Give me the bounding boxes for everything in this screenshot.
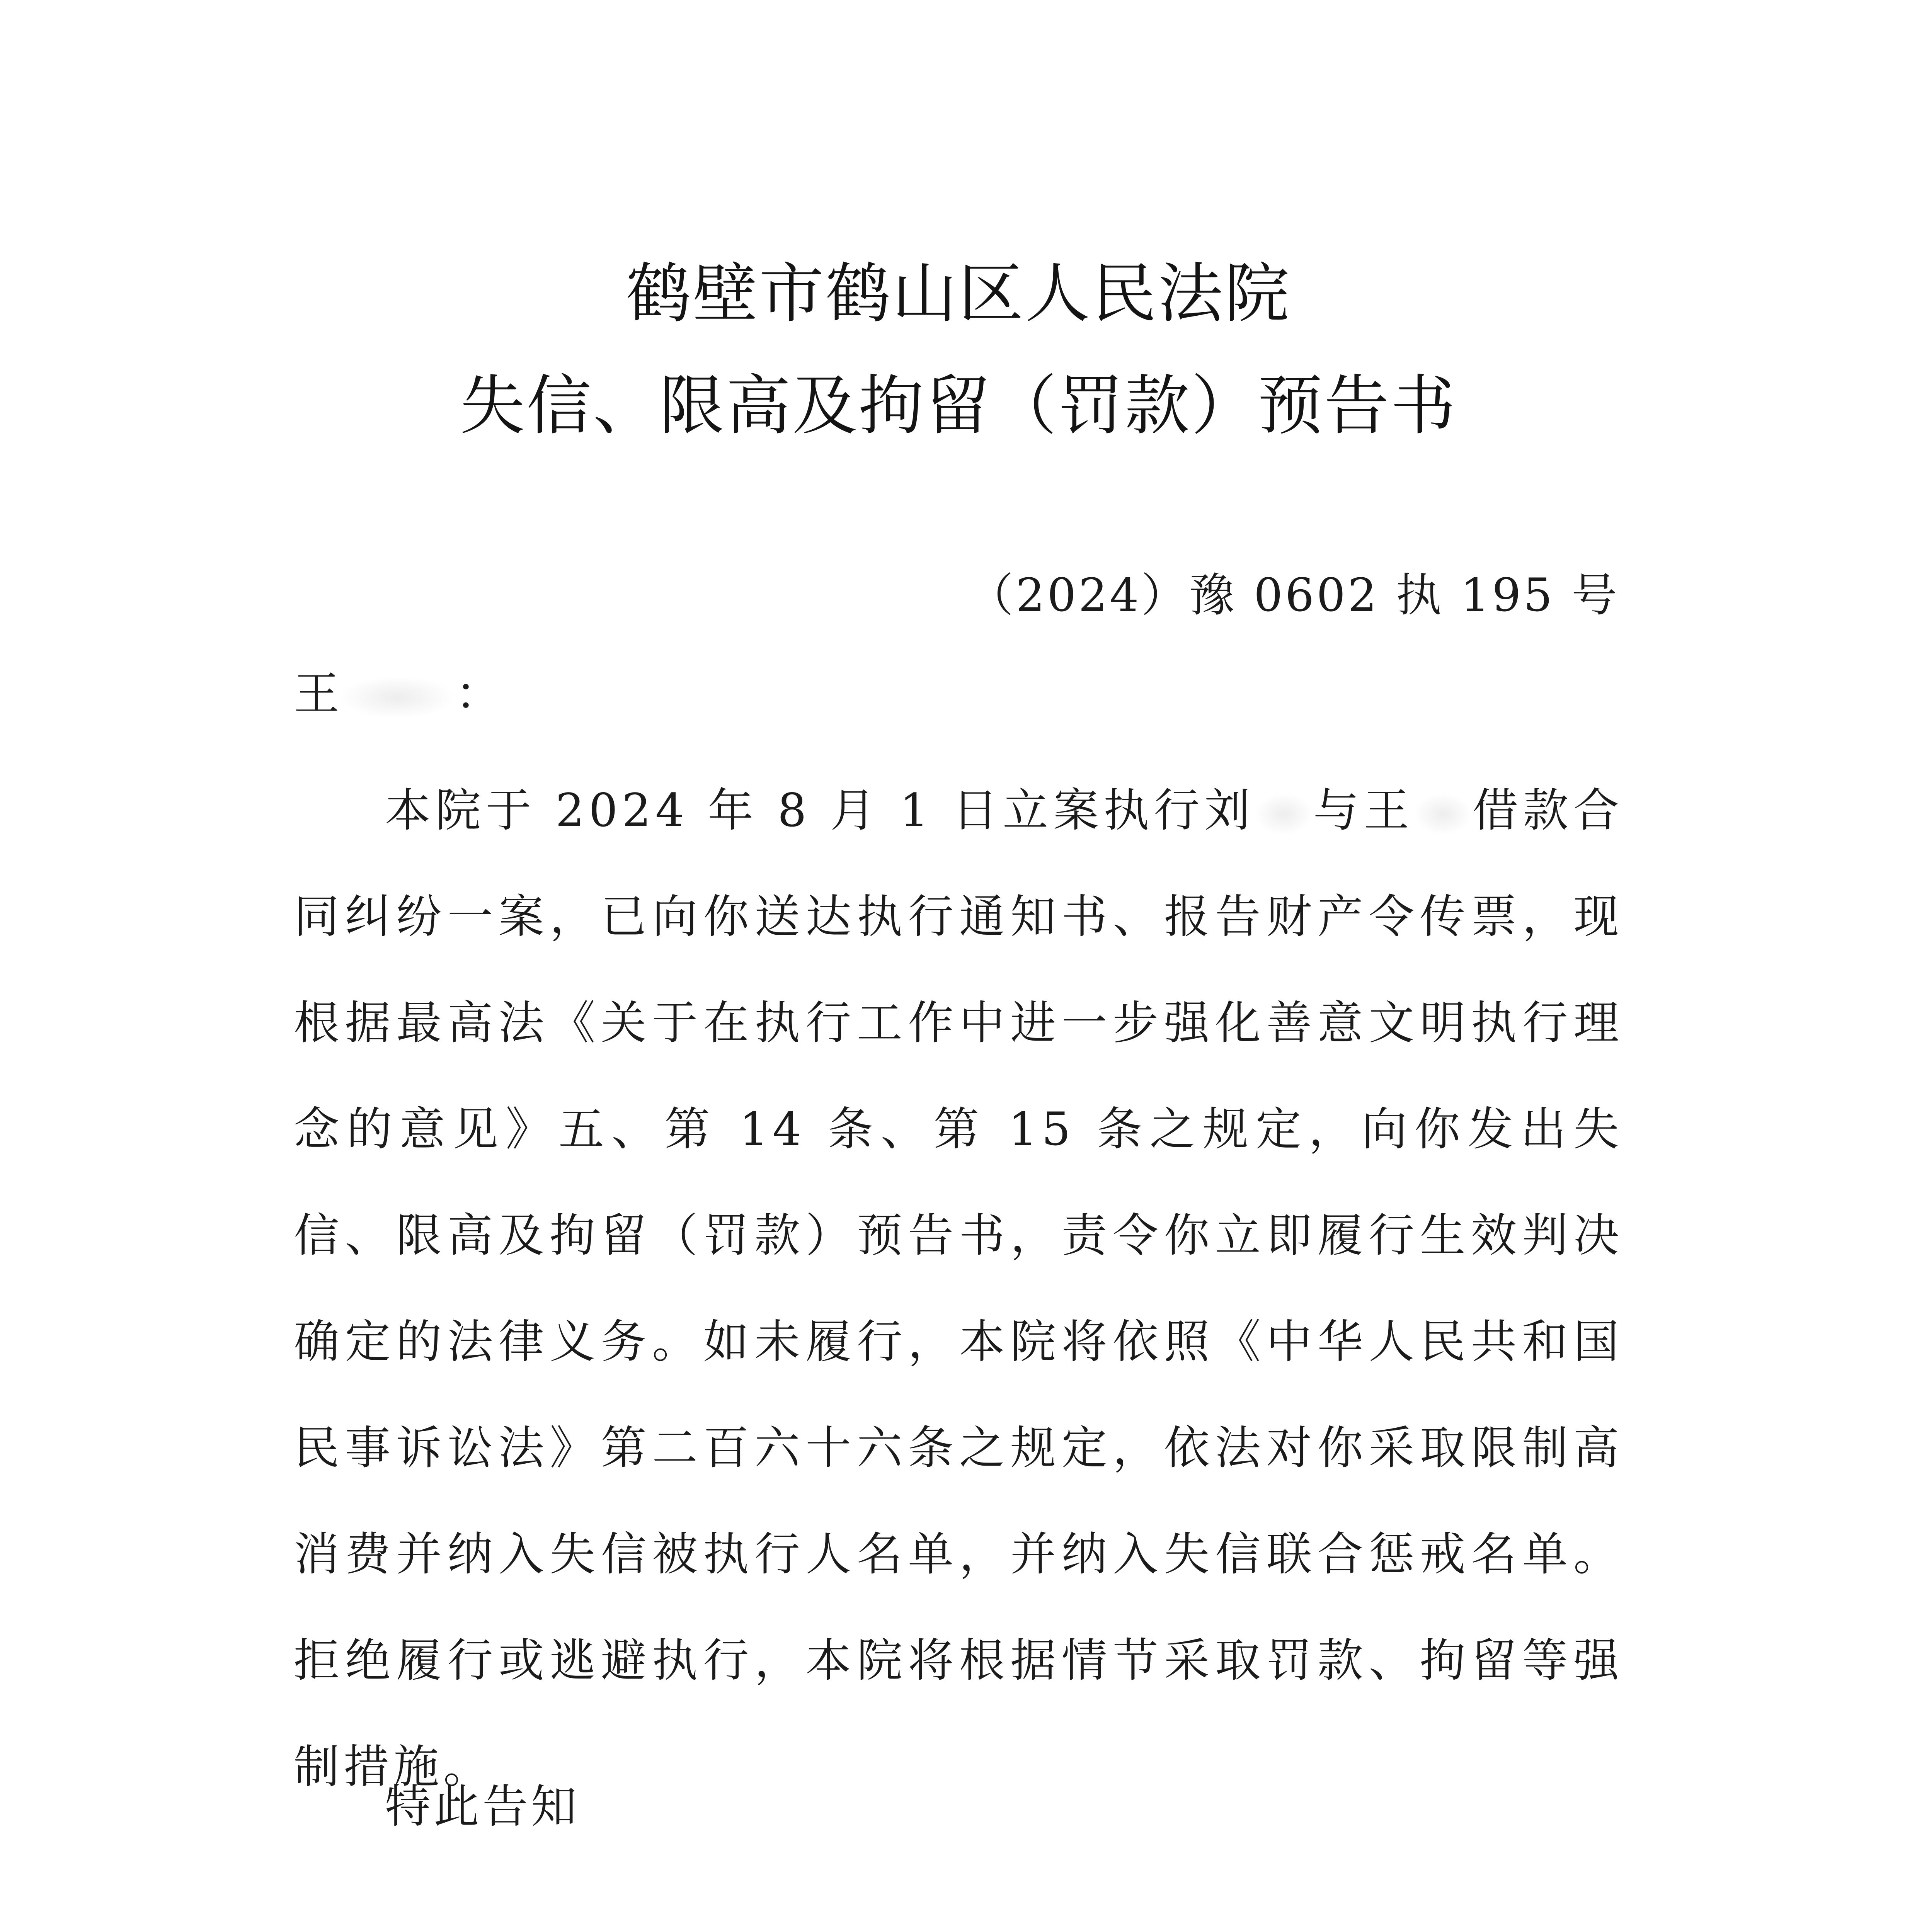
body-part-1: 本院于 2024 年 8 月 1 日立案执行刘 [385,784,1255,837]
addressee-colon: ： [455,667,501,720]
redacted-name [1255,793,1313,835]
body-part-3: 借款合同纠纷一案，已向你送达执行通知书、报告财产令传票，现根据最高法《关于在执行工作中进一步强化善意文明执行理念的意见》五、第 14 条、第 15 条之规定，向你发出失信、限高及拘留（罚款）预告书，责令你立即履行生效判决确定的法律义务。如未履行，本院将依照《中华人民共和国民事诉讼法》第二百六十六条之规定，依法对你采取限制高消费并纳入失信被执行人名单，并纳入失信联合惩戒名单。拒绝履行或逃避执行，本院将根据情节采取罚款、拘留等强制措施。 [294,784,1623,1793]
document-title: 失信、限高及拘留（罚款）预告书 [460,368,1457,444]
redacted-name [1414,793,1472,835]
court-name-heading: 鹤壁市鹤山区人民法院 [626,256,1291,332]
addressee-name: 王 [294,667,340,720]
body-part-2: 与王 [1313,784,1414,837]
case-number: （2024）豫 0602 执 195 号 [968,568,1619,622]
addressee [294,665,501,723]
closing-phrase: 特此告知 [385,1780,580,1833]
redacted-name [339,676,455,719]
notice-body [294,757,1623,1820]
